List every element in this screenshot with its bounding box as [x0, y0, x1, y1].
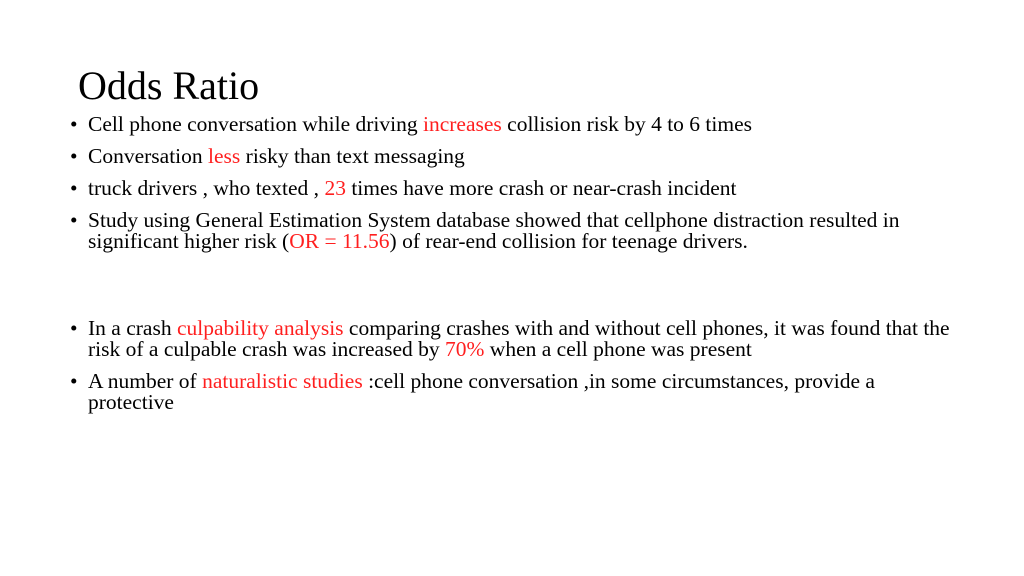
- bullet-list-primary: [70, 114, 950, 263]
- bullet-text: ) of rear-end collision for teenage drivers.: [389, 229, 748, 253]
- bullet-item: [70, 146, 950, 167]
- highlight-text: 70%: [445, 337, 485, 361]
- bullet-text: :cell phone conversation ,in some circumstances, provide a protective: [88, 369, 875, 414]
- highlight-text: naturalistic studies: [202, 369, 363, 393]
- bullet-text: A number of: [88, 369, 203, 393]
- bullet-text: when a cell phone was present: [484, 337, 752, 361]
- bullet-text: In a crash: [88, 316, 177, 340]
- bullet-item: [70, 210, 950, 252]
- bullet-text: comparing crashes with and without cell phones, it was found that the risk of a culpable crash was increased by: [88, 316, 950, 361]
- bullet-item: [70, 371, 950, 413]
- bullet-text: truck drivers , who texted ,: [88, 176, 325, 200]
- bullet-item: [70, 178, 950, 199]
- bullet-text: Study using General Estimation System database showed that cellphone distraction resulted in significant higher risk (: [88, 208, 900, 253]
- bullet-text: risky than text messaging: [240, 144, 465, 168]
- bullet-text: collision risk by 4 to 6 times: [501, 112, 753, 136]
- highlight-text: culpability analysis: [176, 316, 344, 340]
- highlight-text: 23: [324, 176, 346, 200]
- bullet-text: Cell phone conversation while driving: [88, 112, 423, 136]
- slide-title: Odds Ratio: [78, 63, 260, 108]
- highlight-text: increases: [422, 112, 502, 136]
- bullet-list-secondary: [70, 318, 950, 424]
- highlight-text: OR = 11.56: [289, 229, 390, 253]
- bullet-item: [70, 318, 950, 360]
- bullet-text: times have more crash or near-crash incident: [345, 176, 737, 200]
- highlight-text: less: [208, 144, 241, 168]
- bullet-item: [70, 114, 950, 135]
- bullet-text: Conversation: [88, 144, 209, 168]
